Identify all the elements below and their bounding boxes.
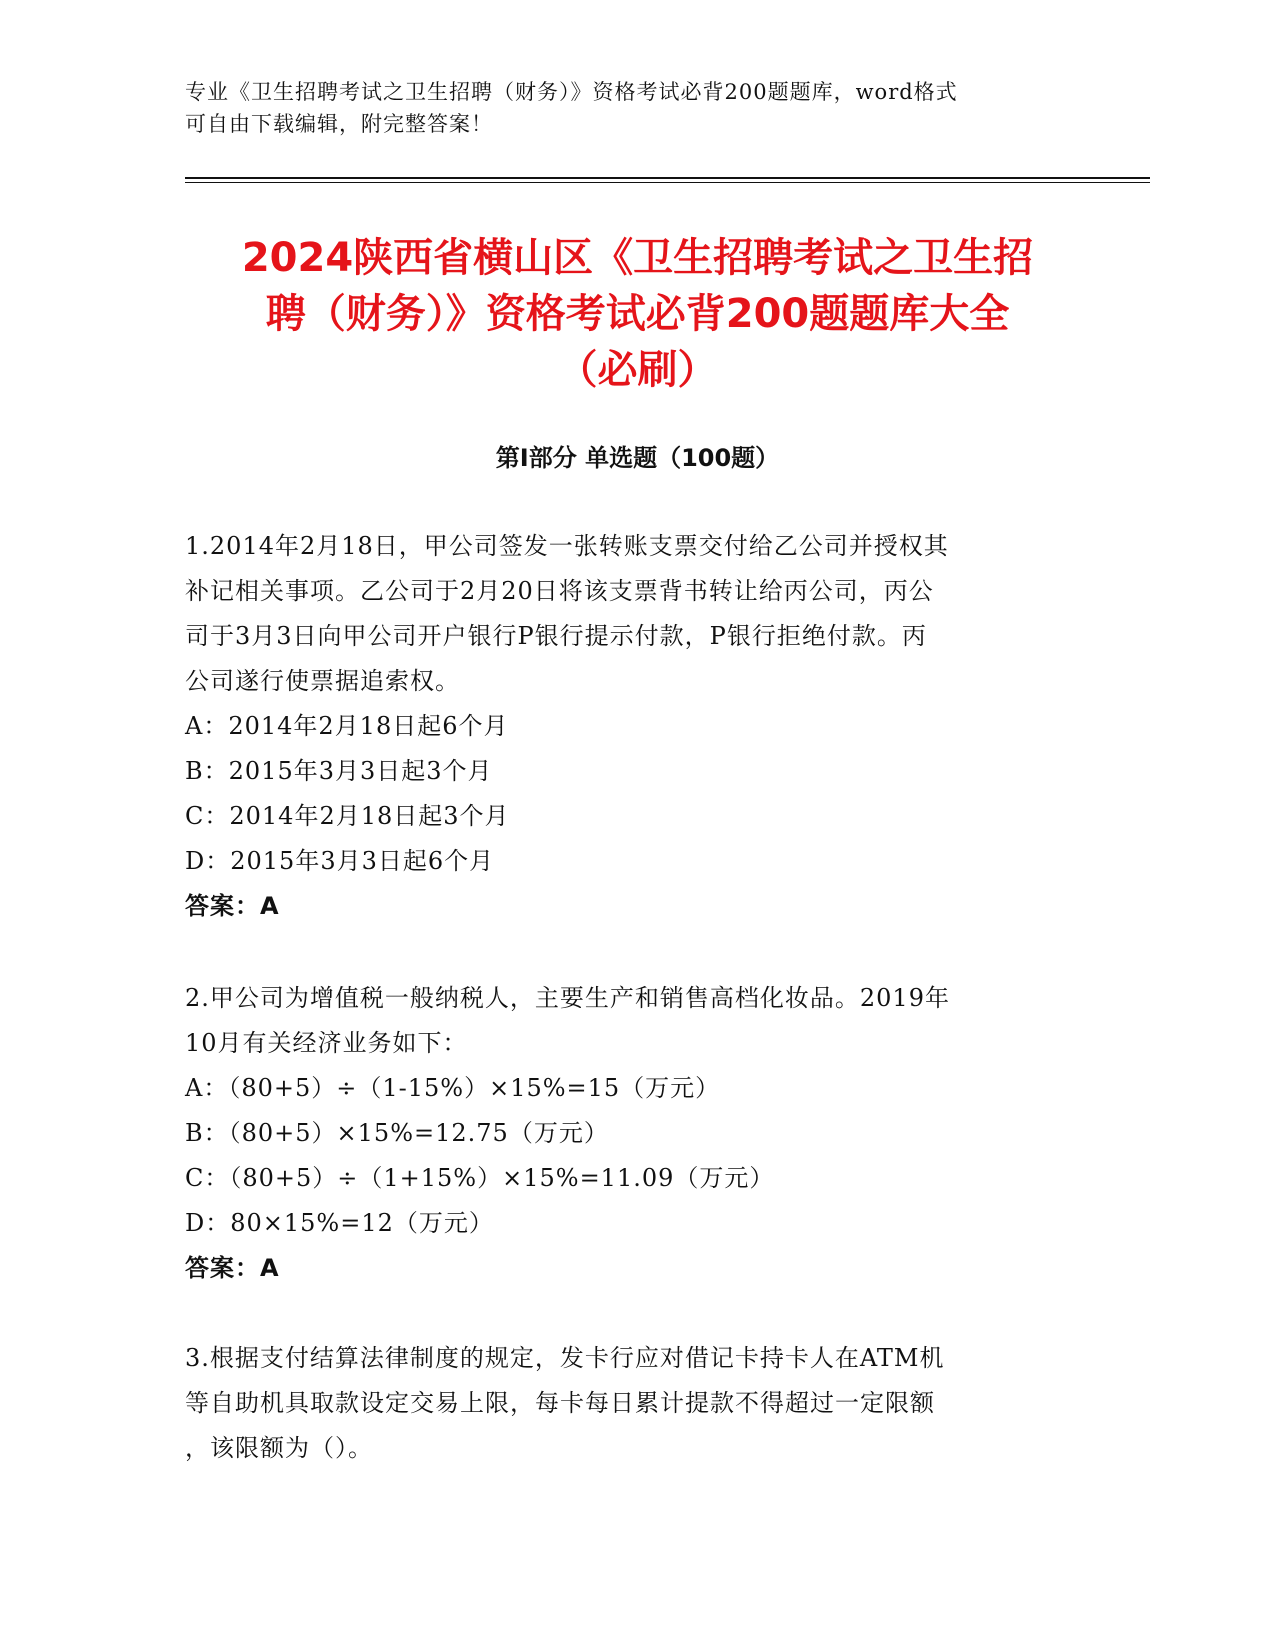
document-title xyxy=(150,230,1125,398)
question-stem-line: ，该限额为（）。 xyxy=(185,1434,373,1462)
option-b: B：2015年3月3日起3个月 xyxy=(185,757,493,785)
option-d: D：80×15%=12（万元） xyxy=(185,1209,494,1237)
header-note-line: 专业《卫生招聘考试之卫生招聘（财务）》资格考试必背200题题库，word格式 xyxy=(185,80,958,104)
title-line: 2024陕西省横山区《卫生招聘考试之卫生招 xyxy=(241,235,1034,281)
question-2 xyxy=(185,976,1075,1291)
option-a: A：2014年2月18日起6个月 xyxy=(185,712,509,740)
question-stem-line: 1.2014年2月18日，甲公司签发一张转账支票交付给乙公司并授权其 xyxy=(185,532,949,560)
question-stem-line: 2.甲公司为增值税一般纳税人，主要生产和销售高档化妆品。2019年 xyxy=(185,984,950,1012)
question-stem-line: 等自助机具取款设定交易上限，每卡每日累计提款不得超过一定限额 xyxy=(185,1389,935,1417)
header-divider-thick xyxy=(185,177,1150,179)
question-stem-line: 公司遂行使票据追索权。 xyxy=(185,667,460,695)
option-b: B：（80+5）×15%=12.75（万元） xyxy=(185,1119,609,1147)
question-stem-line: 10月有关经济业务如下： xyxy=(185,1029,468,1057)
question-stem-line: 司于3月3日向甲公司开户银行P银行提示付款，P银行拒绝付款。丙 xyxy=(185,622,927,650)
question-stem-line: 补记相关事项。乙公司于2月20日将该支票背书转让给丙公司，丙公 xyxy=(185,577,934,605)
answer: 答案：A xyxy=(185,1254,280,1282)
option-c: C：（80+5）÷（1+15%）×15%=11.09（万元） xyxy=(185,1164,775,1192)
question-3 xyxy=(185,1336,1075,1471)
section-heading: 第Ⅰ部分 单选题（100题） xyxy=(495,444,780,472)
answer: 答案：A xyxy=(185,892,280,920)
option-c: C：2014年2月18日起3个月 xyxy=(185,802,510,830)
header-divider-thin xyxy=(185,182,1150,183)
question-stem-line: 3.根据支付结算法律制度的规定，发卡行应对借记卡持卡人在ATM机 xyxy=(185,1344,945,1372)
option-d: D：2015年3月3日起6个月 xyxy=(185,847,495,875)
question-1 xyxy=(185,524,1075,929)
title-line: （必刷） xyxy=(557,347,718,393)
header-note xyxy=(185,76,1085,140)
title-line: 聘（财务）》资格考试必背200题题库大全 xyxy=(265,291,1010,337)
option-a: A：（80+5）÷（1-15%）×15%=15（万元） xyxy=(185,1074,721,1102)
header-note-line: 可自由下载编辑，附完整答案！ xyxy=(185,112,493,136)
